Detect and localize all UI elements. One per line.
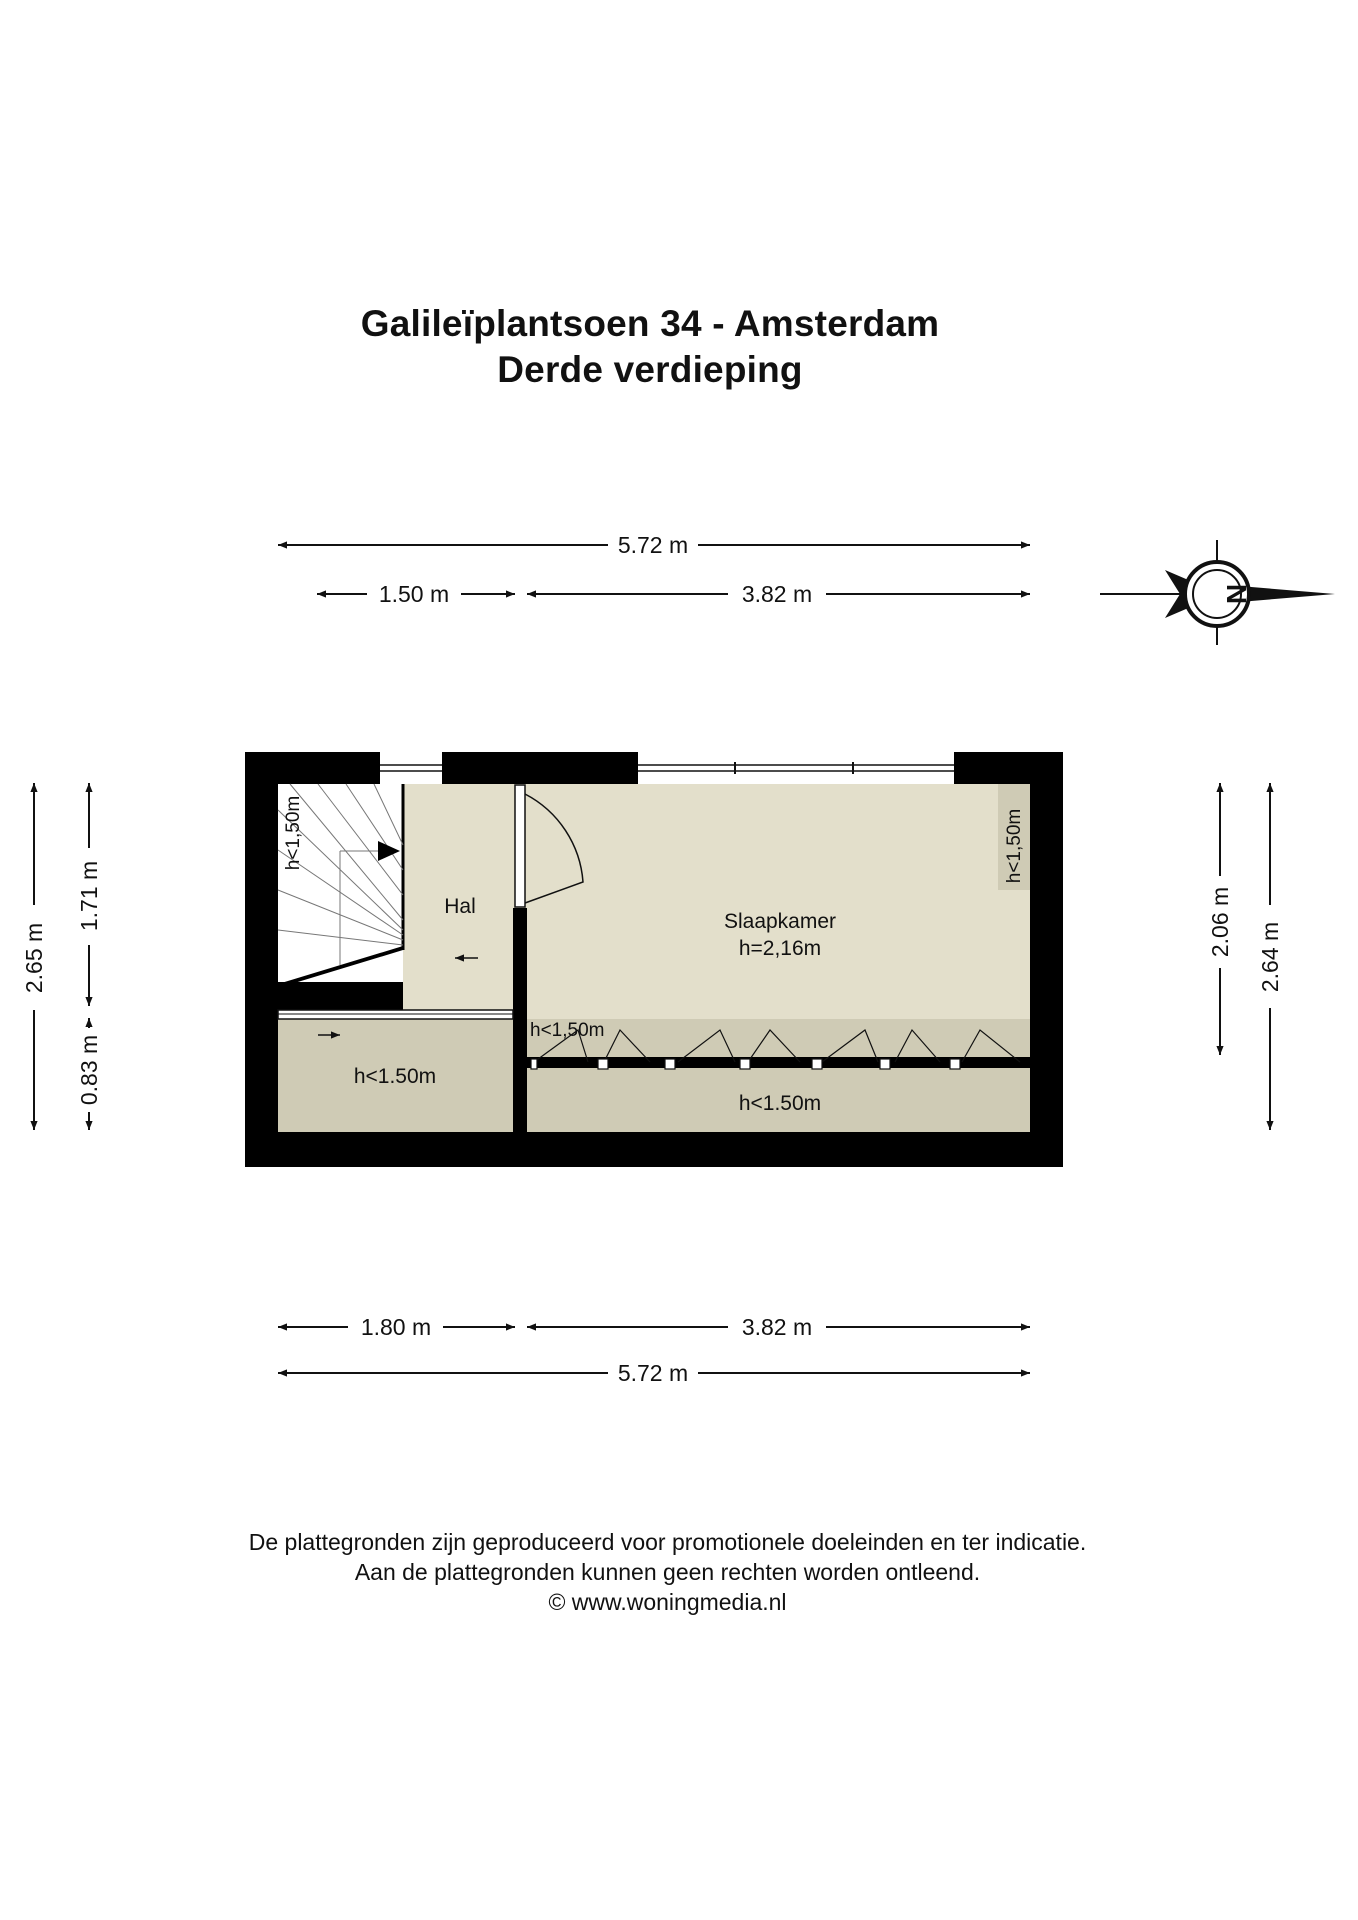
room-label-slaapkamer: Slaapkamer — [723, 910, 837, 933]
compass-icon — [1100, 540, 1335, 645]
dimension-label: 1.71 m — [76, 860, 102, 932]
dimension-label: 0.83 m — [76, 1034, 102, 1106]
dimension-label: 1.50 m — [378, 581, 450, 607]
plan-title: Galileïplantsoen 34 - Amsterdam — [360, 303, 940, 344]
dimension-label: 2.06 m — [1207, 886, 1233, 958]
north-letter: N — [1221, 583, 1252, 605]
dimension-label: 2.65 m — [21, 922, 47, 994]
dimension-bottom-left — [278, 1314, 515, 1340]
dimension-label: 2.64 m — [1257, 921, 1283, 993]
low-ceiling-label-right: h<1,50m — [1004, 808, 1025, 884]
dimension-label: 3.82 m — [741, 581, 813, 607]
dimension-label: 1.80 m — [360, 1314, 432, 1340]
room-height-slaapkamer: h=2,16m — [738, 937, 822, 960]
dimension-label: 5.72 m — [617, 1360, 689, 1386]
dimension-right-outer — [1257, 783, 1283, 1130]
floor-plan-drawing — [245, 752, 1063, 1167]
disclaimer-line-1: De plattegronden zijn geproduceerd voor promotionele doeleinden en ter indicatie. — [248, 1529, 1087, 1555]
dimension-right-inner — [1207, 783, 1233, 1055]
window — [380, 752, 442, 784]
disclaimer-line-2: Aan de plattegronden kunnen geen rechten worden ontleend. — [354, 1559, 981, 1585]
storage-label-right: h<1.50m — [738, 1092, 822, 1115]
room-label-hal: Hal — [444, 895, 476, 918]
dimension-bottom-total — [278, 1360, 1030, 1386]
low-ceiling-label-stair: h<1,50m — [283, 795, 304, 871]
dimension-label: 3.82 m — [741, 1314, 813, 1340]
dimension-top-left — [317, 581, 515, 607]
dimension-left-outer — [21, 783, 47, 1130]
storage-label-left: h<1.50m — [353, 1065, 437, 1088]
dimension-top-right — [527, 581, 1030, 607]
window — [638, 752, 954, 784]
dimension-label: 5.72 m — [617, 532, 689, 558]
dimension-bottom-right — [527, 1314, 1030, 1340]
dimension-top-total — [278, 532, 1030, 558]
dimension-left-inner-bottom — [76, 1018, 102, 1130]
floor-name: Derde verdieping — [497, 349, 803, 390]
room-slaapkamer — [527, 784, 1030, 1019]
dimension-left-inner-top — [76, 783, 102, 1006]
copyright-line: © www.woningmedia.nl — [548, 1589, 787, 1615]
low-ceiling-label-bed: h<1,50m — [530, 1020, 605, 1041]
